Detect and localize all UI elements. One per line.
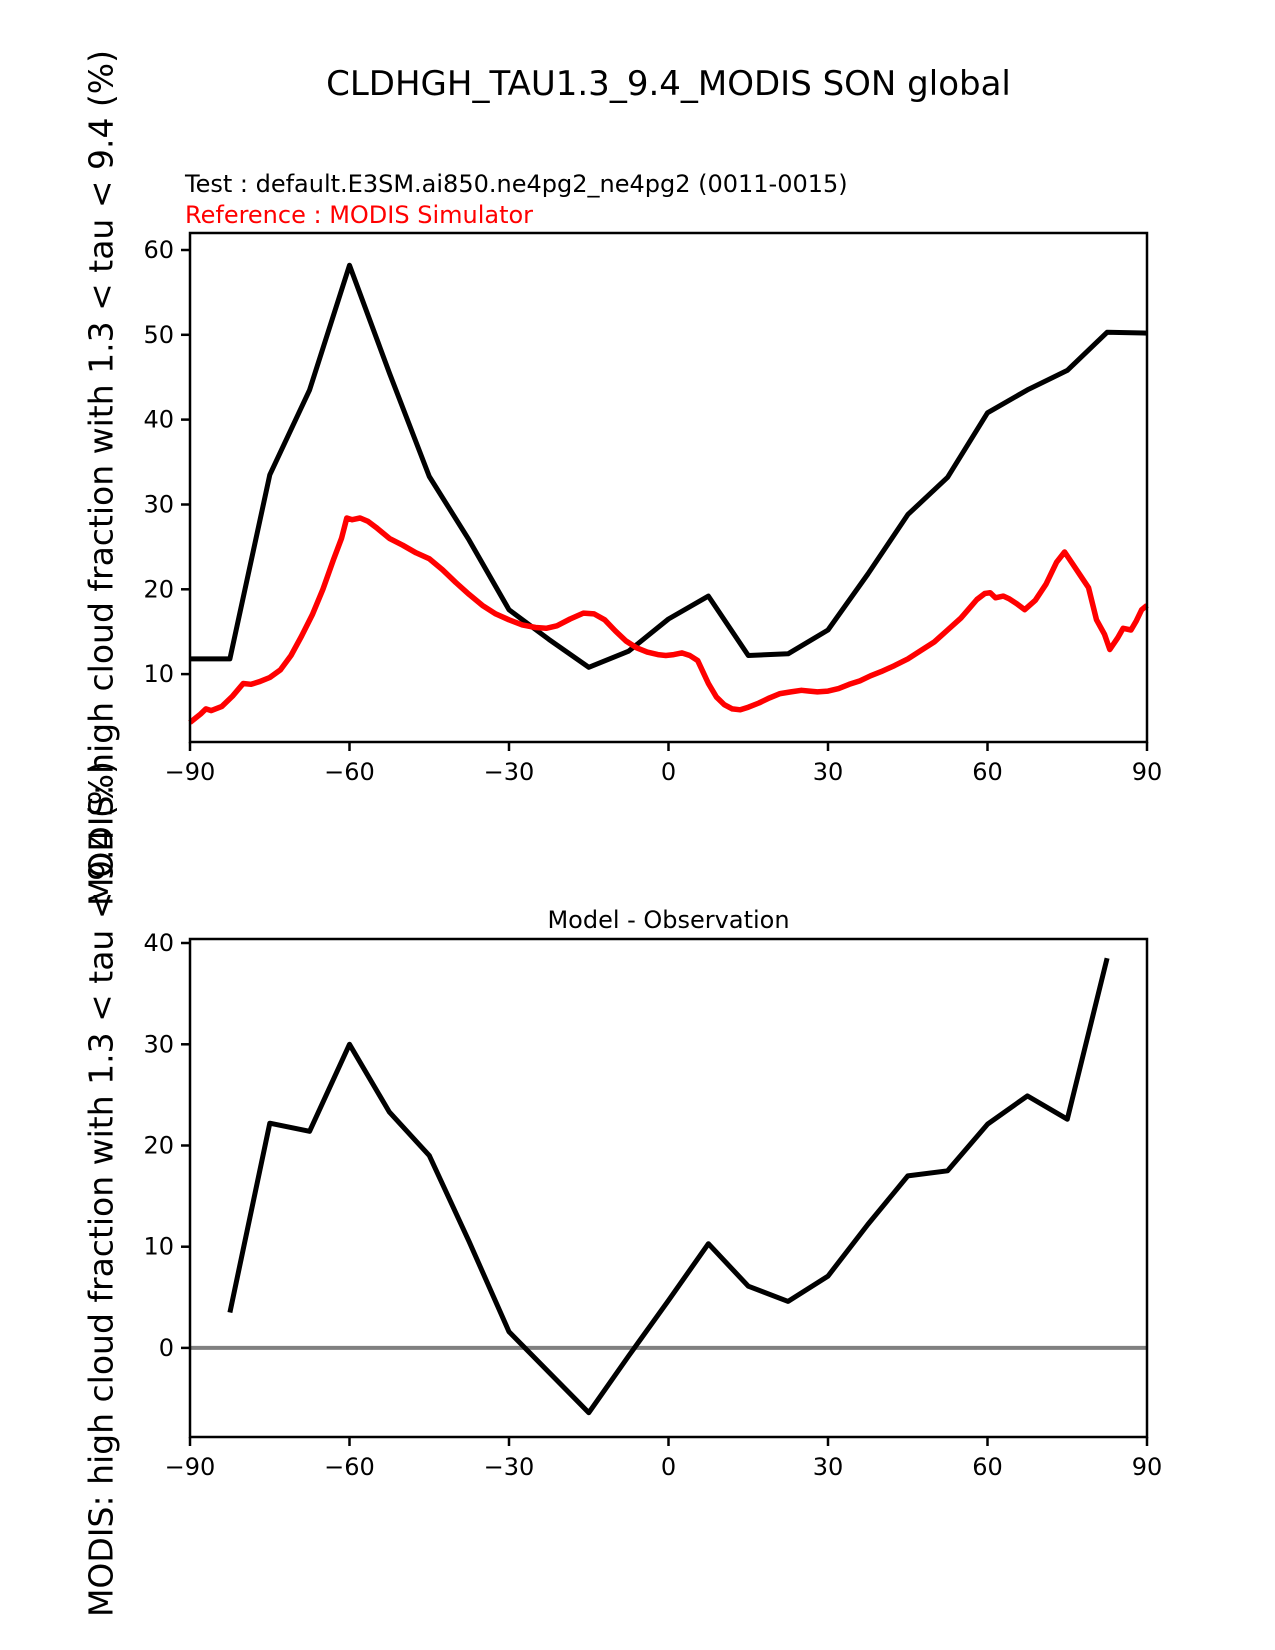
x-tick-label: 30 (812, 1453, 844, 1481)
y-tick-label: 30 (143, 1030, 174, 1059)
y-tick-label: 20 (143, 575, 174, 604)
y-tick-label: 20 (143, 1131, 174, 1160)
y-tick-label: 0 (158, 1333, 174, 1362)
x-tick-label: 90 (1131, 1453, 1163, 1481)
x-tick-label: −60 (324, 1453, 375, 1481)
x-tick-label: 90 (1131, 758, 1163, 786)
test-series-line (190, 265, 1147, 667)
difference-series-line (230, 958, 1107, 1412)
panel-2 (143, 929, 1162, 1481)
y-tick-label: 30 (143, 490, 174, 519)
panel-1 (143, 233, 1162, 786)
reference-label: Reference : MODIS Simulator (185, 201, 534, 229)
test-label: Test : default.E3SM.ai850.ne4pg2_ne4pg2 (0011-0015) (185, 170, 848, 198)
x-tick-label: −90 (164, 1453, 216, 1481)
y-tick-label: 40 (143, 405, 174, 434)
y-tick-label: 40 (143, 929, 174, 957)
bottom-panel-ylabel: MODIS: high cloud fraction with 1.3 < tau < 9.4 (%) (81, 760, 121, 1618)
y-tick-label: 50 (143, 320, 174, 349)
figure-title: CLDHGH_TAU1.3_9.4_MODIS SON global (326, 64, 1011, 104)
x-tick-label: −30 (483, 1453, 535, 1481)
x-tick-label: −90 (164, 758, 216, 786)
y-tick-label: 60 (143, 236, 174, 264)
y-tick-label: 10 (143, 660, 174, 689)
x-tick-label: 30 (812, 758, 844, 786)
x-tick-label: −60 (324, 758, 375, 786)
x-tick-label: 0 (660, 758, 677, 786)
x-tick-label: 0 (660, 1453, 677, 1481)
x-tick-label: −30 (483, 758, 535, 786)
top-panel-ylabel: MODIS: high cloud fraction with 1.3 < tau < 9.4 (%) (81, 49, 121, 907)
x-tick-label: 60 (972, 758, 1003, 786)
difference-panel-title: Model - Observation (547, 906, 790, 934)
axes-frame (190, 939, 1147, 1437)
x-tick-label: 60 (972, 1453, 1003, 1481)
y-tick-label: 10 (143, 1232, 174, 1261)
